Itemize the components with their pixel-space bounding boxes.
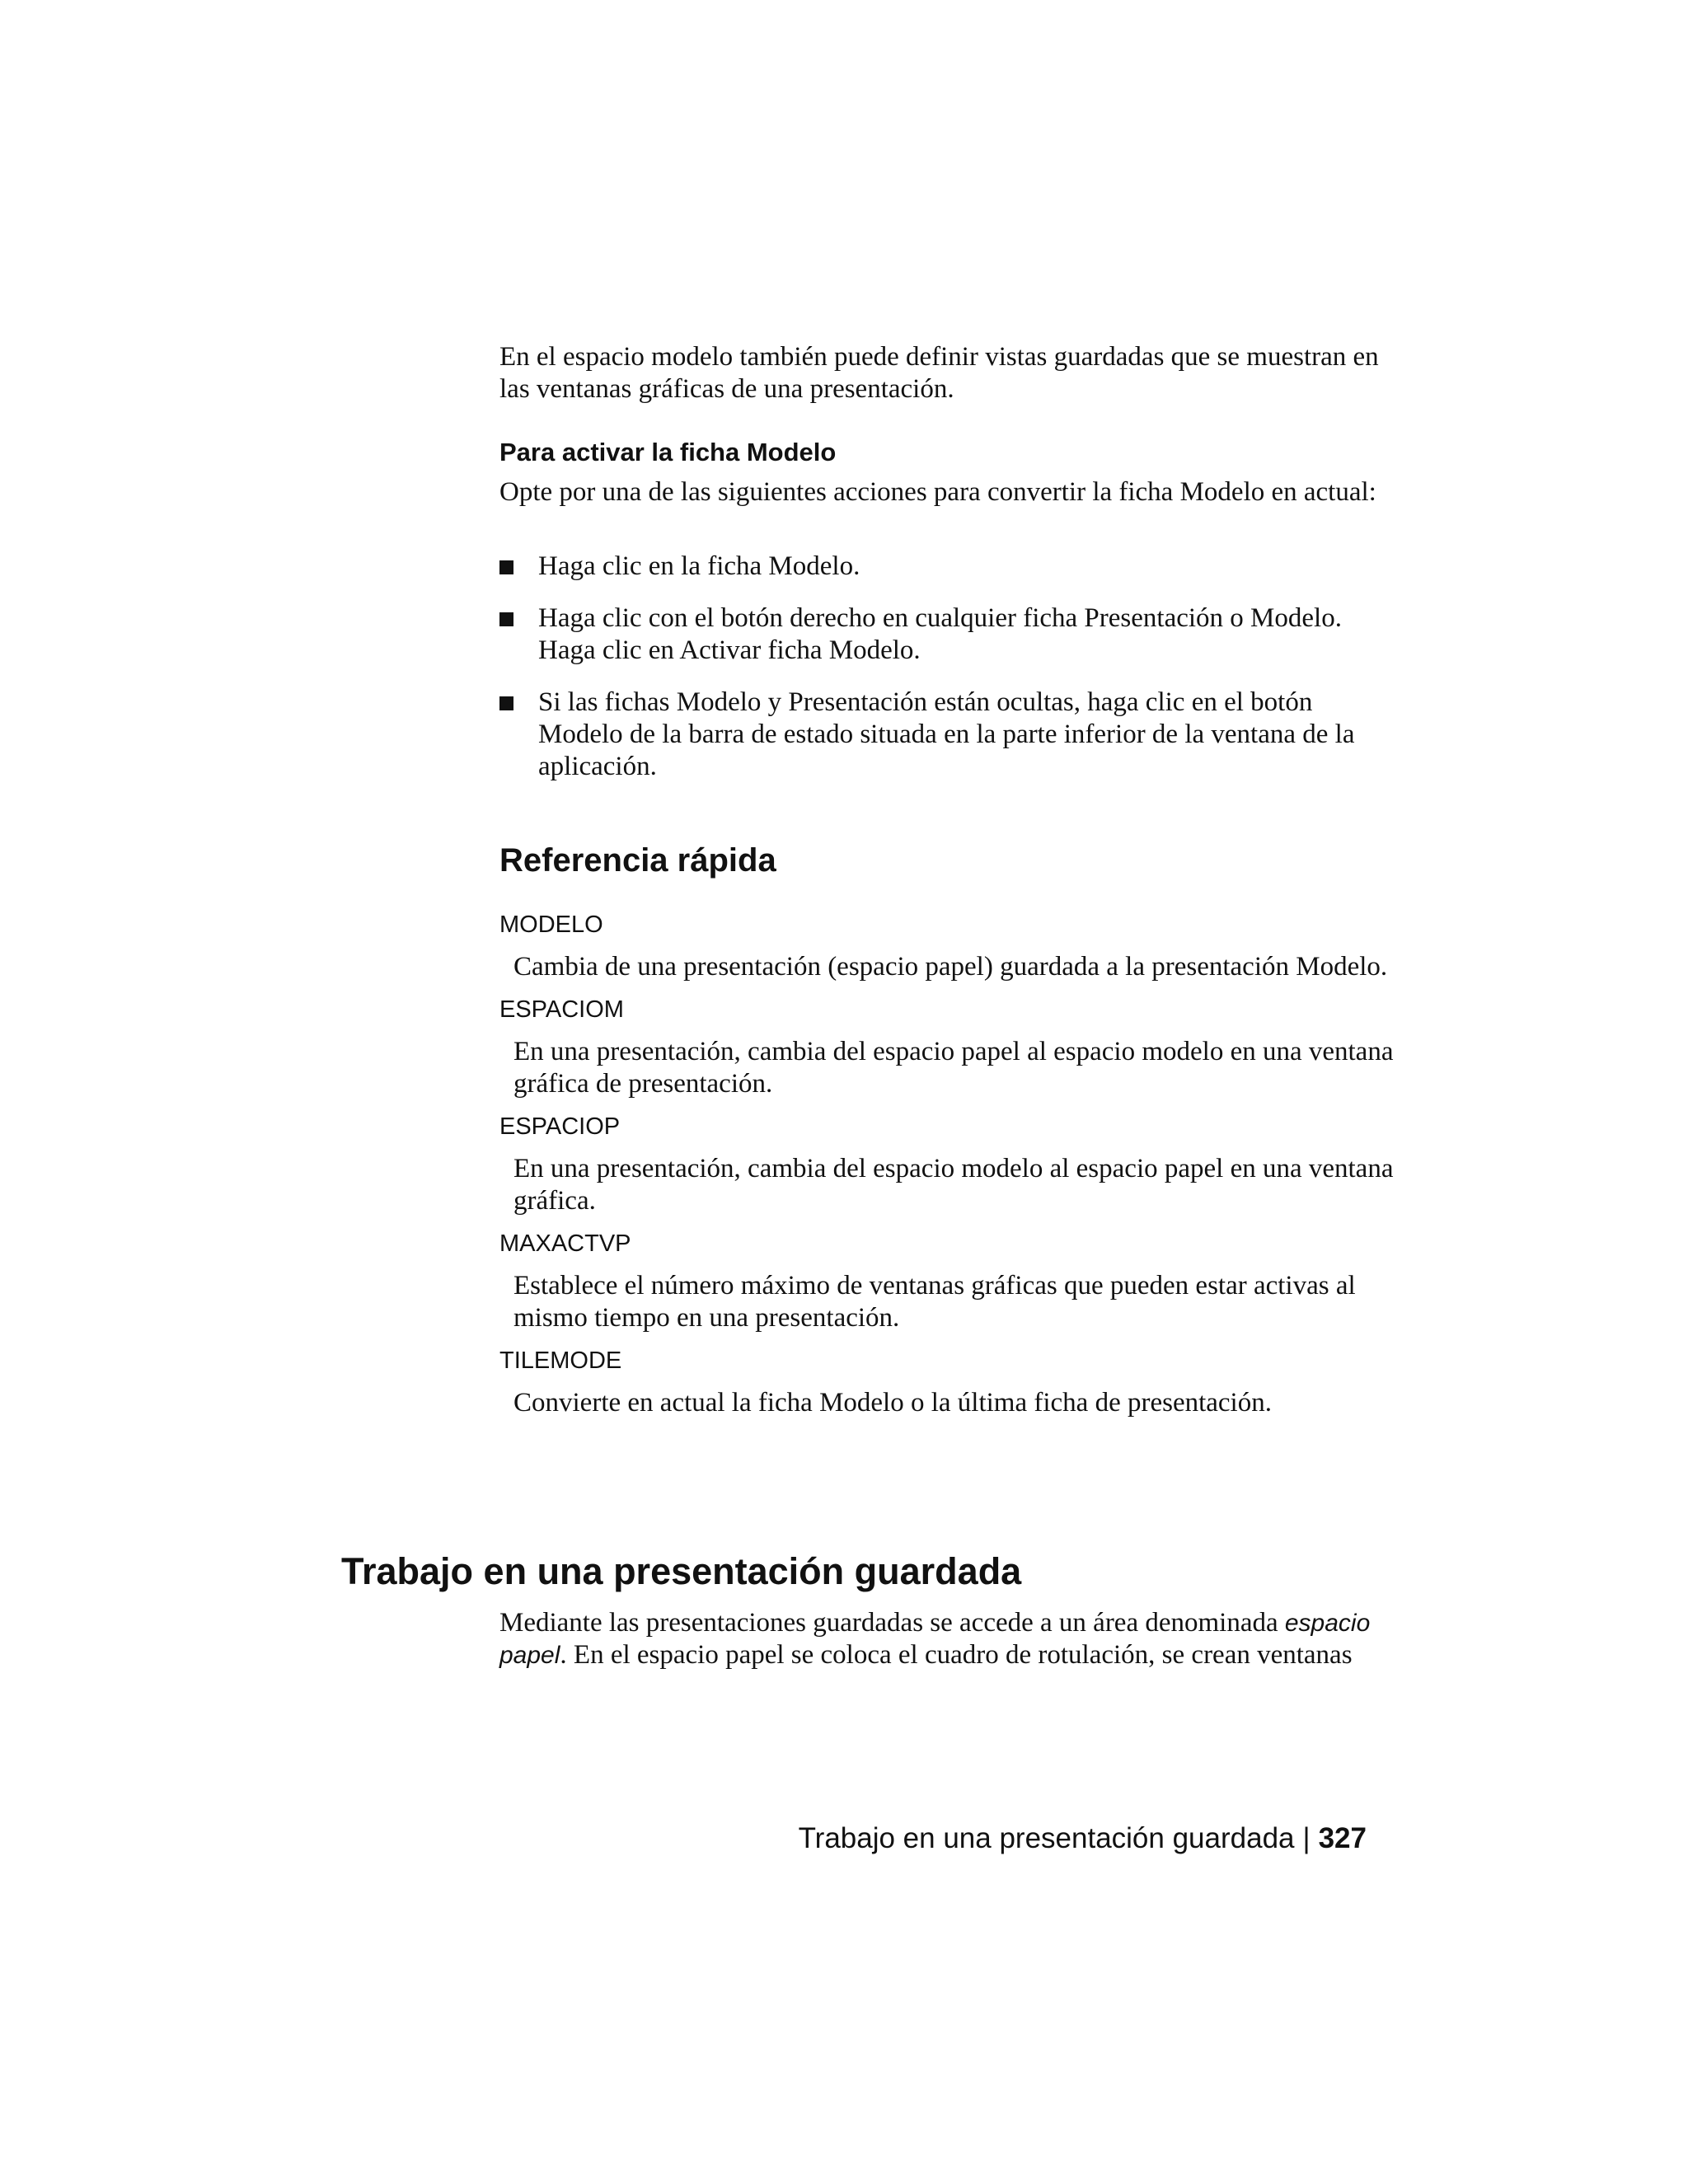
list-item	[499, 687, 1398, 783]
command-term: ESPACIOP	[499, 1113, 621, 1140]
command-term: MAXACTVP	[499, 1230, 631, 1257]
square-bullet-icon	[499, 696, 513, 710]
section-body-text-continued: . En el espacio papel se coloca el cuadro de rotulación, se crean ventanas	[560, 1640, 1353, 1670]
list-item	[499, 551, 1398, 583]
list-item	[499, 602, 1398, 667]
quick-reference-list	[499, 910, 1398, 1431]
command-description: En una presentación, cambia del espacio modelo al espacio papel en una ventana gráfica.	[513, 1154, 1394, 1216]
intro-paragraph: En el espacio modelo también puede definir vistas guardadas que se muestran en las ventanas gráficas de una presentación.	[499, 342, 1379, 404]
running-title: Trabajo en una presentación guardada	[798, 1822, 1295, 1854]
square-bullet-icon	[499, 612, 513, 626]
page-number: 327	[1318, 1822, 1367, 1854]
list-item-text: Si las fichas Modelo y Presentación están ocultas, haga clic en el botón Modelo de la barra de estado situada en la parte inferior de la ventana de la aplicación.	[538, 687, 1355, 781]
page-footer	[799, 1821, 1367, 1856]
procedure-bullet-list	[499, 551, 1398, 803]
command-description: Convierte en actual la ficha Modelo o la última ficha de presentación.	[513, 1388, 1272, 1418]
section-body-text: Mediante las presentaciones guardadas se accede a un área denominada	[499, 1608, 1285, 1638]
quick-reference-heading: Referencia rápida	[499, 842, 776, 879]
procedure-heading: Para activar la ficha Modelo	[499, 438, 837, 466]
command-term: MODELO	[499, 912, 603, 938]
list-item-text: Haga clic en la ficha Modelo.	[538, 551, 860, 581]
section-body-paragraph	[499, 1607, 1398, 1671]
command-description: En una presentación, cambia del espacio papel al espacio modelo en una ventana gráfica de presentación.	[513, 1037, 1394, 1099]
footer-separator: |	[1302, 1822, 1311, 1854]
section-body-emphasis: espacio papel	[499, 1610, 1371, 1669]
command-term: ESPACIOM	[499, 996, 624, 1023]
square-bullet-icon	[499, 560, 513, 574]
command-description: Cambia de una presentación (espacio papel) guardada a la presentación Modelo.	[513, 952, 1388, 982]
command-description: Establece el número máximo de ventanas gráficas que pueden estar activas al mismo tiempo en una presentación.	[513, 1271, 1356, 1333]
list-item-text: Haga clic con el botón derecho en cualquier ficha Presentación o Modelo. Haga clic en Activar ficha Modelo.	[538, 603, 1342, 665]
procedure-intro: Opte por una de las siguientes acciones para convertir la ficha Modelo en actual:	[499, 477, 1376, 507]
section-heading: Trabajo en una presentación guardada	[341, 1550, 1022, 1592]
command-term: TILEMODE	[499, 1347, 622, 1374]
